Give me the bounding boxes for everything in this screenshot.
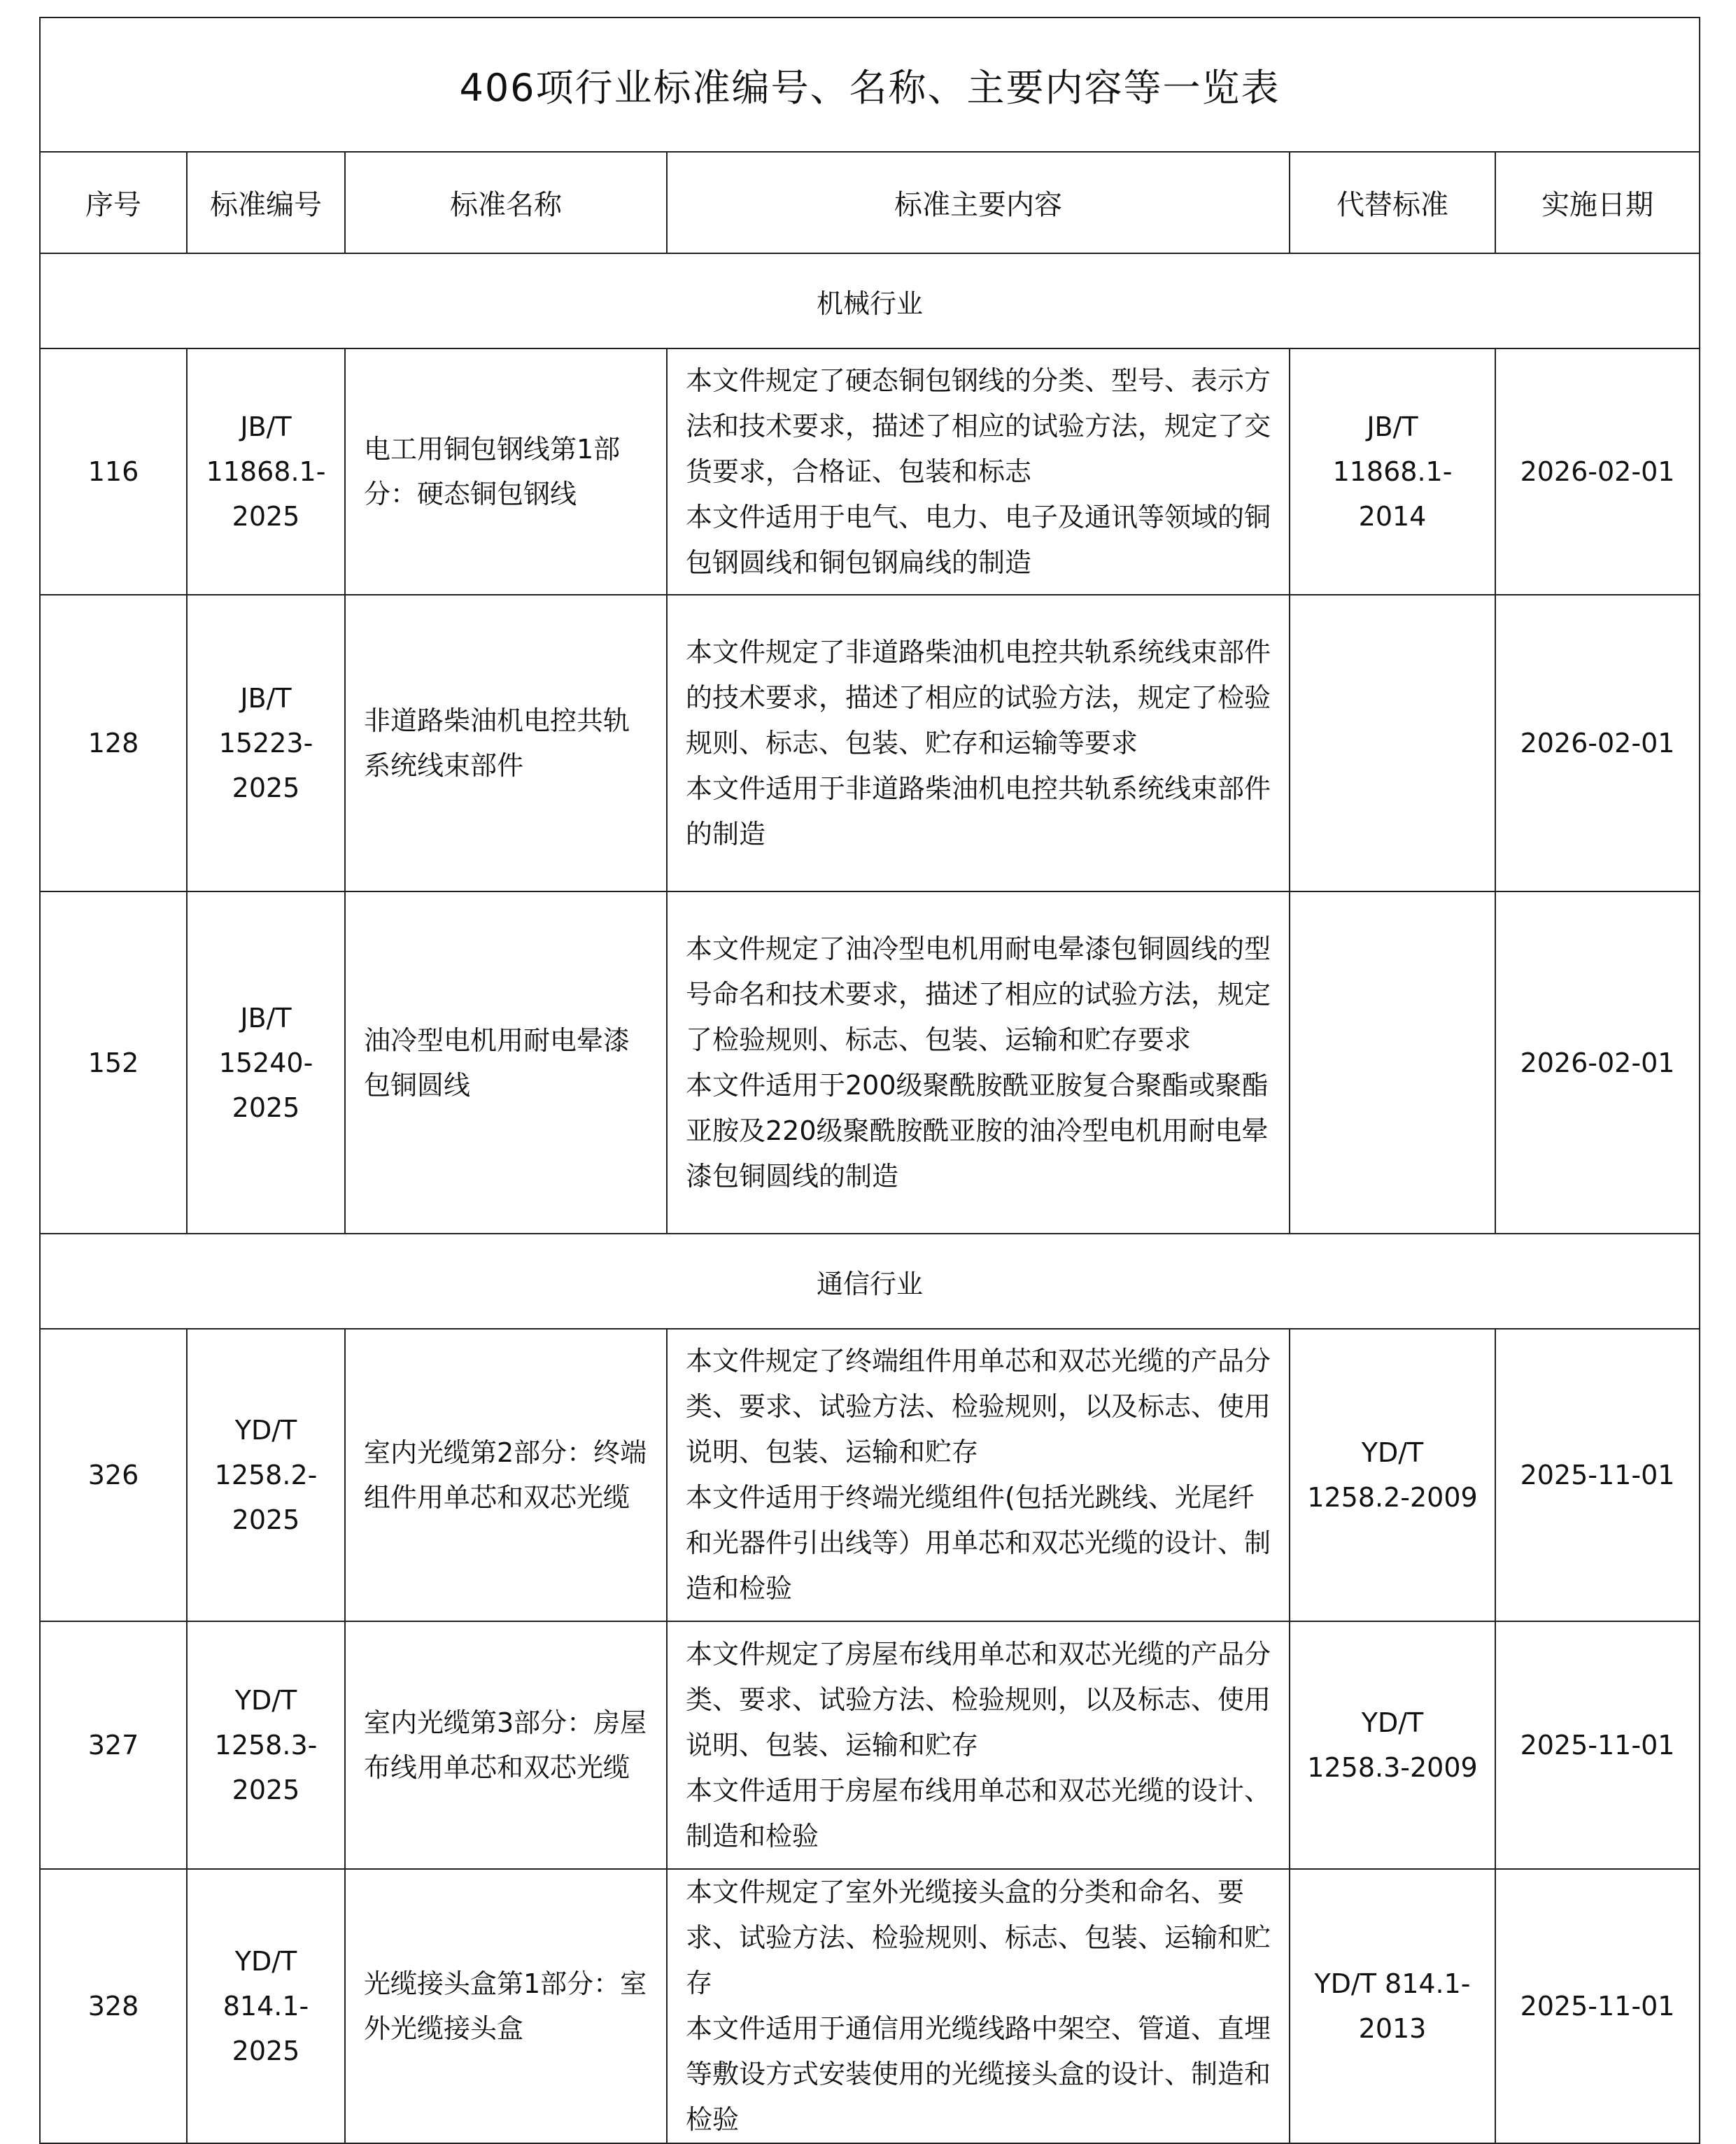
replaced-standard-line: YD/T — [1361, 1437, 1424, 1468]
effective-date: 2026-02-01 — [1495, 348, 1700, 595]
standard-content — [667, 891, 1290, 1234]
standard-code-line: JB/T — [240, 411, 292, 442]
standard-code-line: 1258.3- — [214, 1730, 318, 1761]
standard-code-line: 814.1- — [223, 1991, 309, 2022]
content-paragraph: 本文件适用于房屋布线用单芯和双芯光缆的设计、制造和检验 — [686, 1775, 1271, 1852]
replaced-standard-line: JB/T — [1367, 411, 1418, 442]
standard-code-line: JB/T — [240, 1002, 292, 1034]
replaced-standard — [1290, 1621, 1495, 1869]
standard-code-line: YD/T — [234, 1946, 297, 1977]
content-paragraph: 本文件规定了终端组件用单芯和双芯光缆的产品分类、要求、试验方法、检验规则，以及标志、使用说明、包装、运输和贮存 — [686, 1346, 1271, 1467]
standard-code-line: 2025 — [232, 1504, 300, 1535]
standard-name: 非道路柴油机电控共轨系统线束部件 — [345, 595, 667, 891]
category-label: 机械行业 — [40, 253, 1700, 348]
standard-code — [187, 1621, 345, 1869]
standard-content — [667, 1329, 1290, 1621]
standard-code-line: 2025 — [232, 773, 300, 803]
standards-document — [39, 17, 1699, 2144]
replaced-standard-line: YD/T — [1361, 1707, 1424, 1738]
effective-date: 2025-11-01 — [1495, 1621, 1700, 1869]
row-number: 327 — [40, 1621, 187, 1869]
content-paragraph: 本文件规定了油冷型电机用耐电晕漆包铜圆线的型号命名和技术要求，描述了相应的试验方法，规定了检验规则、标志、包装、运输和贮存要求 — [686, 933, 1271, 1055]
header-row — [40, 152, 1700, 253]
table-body — [40, 253, 1700, 2143]
effective-date: 2026-02-01 — [1495, 595, 1700, 891]
table-row — [40, 1621, 1700, 1869]
effective-date: 2025-11-01 — [1495, 1329, 1700, 1621]
category-label: 通信行业 — [40, 1234, 1700, 1329]
effective-date: 2026-02-01 — [1495, 891, 1700, 1234]
category-row — [40, 1234, 1700, 1329]
effective-date: 2025-11-01 — [1495, 1869, 1700, 2143]
standard-code-line: YD/T — [234, 1415, 297, 1446]
content-paragraph: 本文件适用于非道路柴油机电控共轨系统线束部件的制造 — [686, 773, 1271, 849]
replaced-standard-line: 1258.2-2009 — [1307, 1482, 1478, 1513]
replaced-standard — [1290, 891, 1495, 1234]
row-number: 152 — [40, 891, 187, 1234]
standard-name: 电工用铜包钢线第1部分：硬态铜包钢线 — [345, 348, 667, 595]
standard-code — [187, 891, 345, 1234]
header-replaces: 代替标准 — [1290, 152, 1495, 253]
content-paragraph: 本文件适用于电气、电力、电子及通讯等领域的铜包钢圆线和铜包钢扁线的制造 — [686, 501, 1271, 578]
replaced-standard-line: 2014 — [1358, 501, 1427, 532]
standard-content — [667, 595, 1290, 891]
row-number: 326 — [40, 1329, 187, 1621]
standard-code — [187, 1869, 345, 2143]
header-name: 标准名称 — [345, 152, 667, 253]
content-paragraph: 本文件规定了硬态铜包钢线的分类、型号、表示方法和技术要求，描述了相应的试验方法，规定了交货要求，合格证、包装和标志 — [686, 365, 1271, 487]
category-row — [40, 253, 1700, 348]
standard-code-line: 2025 — [232, 2036, 300, 2066]
row-number: 328 — [40, 1869, 187, 2143]
content-paragraph: 本文件适用于通信用光缆线路中架空、管道、直埋等敷设方式安装使用的光缆接头盒的设计、制造和检验 — [686, 2013, 1271, 2135]
row-number: 128 — [40, 595, 187, 891]
standard-name: 油冷型电机用耐电晕漆包铜圆线 — [345, 891, 667, 1234]
row-number: 116 — [40, 348, 187, 595]
header-no: 序号 — [40, 152, 187, 253]
standard-name: 光缆接头盒第1部分：室外光缆接头盒 — [345, 1869, 667, 2143]
replaced-standard-line: 11868.1- — [1332, 456, 1453, 487]
replaced-standard — [1290, 595, 1495, 891]
header-date: 实施日期 — [1495, 152, 1700, 253]
content-paragraph: 本文件规定了室外光缆接头盒的分类和命名、要求、试验方法、检验规则、标志、包装、运输和贮存 — [686, 1877, 1271, 1998]
table-row — [40, 348, 1700, 595]
replaced-standard-line: YD/T 814.1- — [1314, 1968, 1471, 1999]
replaced-standard — [1290, 1329, 1495, 1621]
table-row — [40, 595, 1700, 891]
table-row — [40, 891, 1700, 1234]
content-paragraph: 本文件适用于200级聚酰胺酰亚胺复合聚酯或聚酯亚胺及220级聚酰胺酰亚胺的油冷型电机用耐电晕漆包铜圆线的制造 — [686, 1069, 1269, 1192]
content-paragraph: 本文件适用于终端光缆组件(包括光跳线、光尾纤和光器件引出线等）用单芯和双芯光缆的设计、制造和检验 — [686, 1482, 1271, 1604]
standard-code-line: 2025 — [232, 501, 300, 532]
table-title: 406项行业标准编号、名称、主要内容等一览表 — [40, 17, 1700, 152]
standard-content — [667, 1869, 1290, 2143]
replaced-standard — [1290, 348, 1495, 595]
standard-code — [187, 1329, 345, 1621]
content-paragraph: 本文件规定了非道路柴油机电控共轨系统线束部件的技术要求，描述了相应的试验方法，规定了检验规则、标志、包装、贮存和运输等要求 — [686, 636, 1271, 759]
header-content: 标准主要内容 — [667, 152, 1290, 253]
standard-code-line: 2025 — [232, 1775, 300, 1805]
standard-code-line: 2025 — [232, 1092, 300, 1123]
standard-code-line: 15240- — [218, 1047, 313, 1078]
standard-name: 室内光缆第3部分：房屋布线用单芯和双芯光缆 — [345, 1621, 667, 1869]
table-row — [40, 1329, 1700, 1621]
replaced-standard — [1290, 1869, 1495, 2143]
standard-code — [187, 595, 345, 891]
replaced-standard-line: 2013 — [1358, 2013, 1427, 2044]
standards-table — [39, 17, 1700, 2144]
content-paragraph: 本文件规定了房屋布线用单芯和双芯光缆的产品分类、要求、试验方法、检验规则，以及标志、使用说明、包装、运输和贮存 — [686, 1638, 1271, 1761]
standard-code-line: YD/T — [234, 1685, 297, 1716]
standard-code-line: 11868.1- — [206, 456, 326, 487]
table-row — [40, 1869, 1700, 2143]
replaced-standard-line: 1258.3-2009 — [1307, 1752, 1478, 1783]
standard-content — [667, 348, 1290, 595]
standard-name: 室内光缆第2部分：终端组件用单芯和双芯光缆 — [345, 1329, 667, 1621]
standard-code-line: 1258.2- — [214, 1460, 318, 1490]
standard-code-line: JB/T — [240, 683, 292, 714]
standard-code — [187, 348, 345, 595]
standard-code-line: 15223- — [218, 728, 313, 759]
standard-content — [667, 1621, 1290, 1869]
header-code: 标准编号 — [187, 152, 345, 253]
